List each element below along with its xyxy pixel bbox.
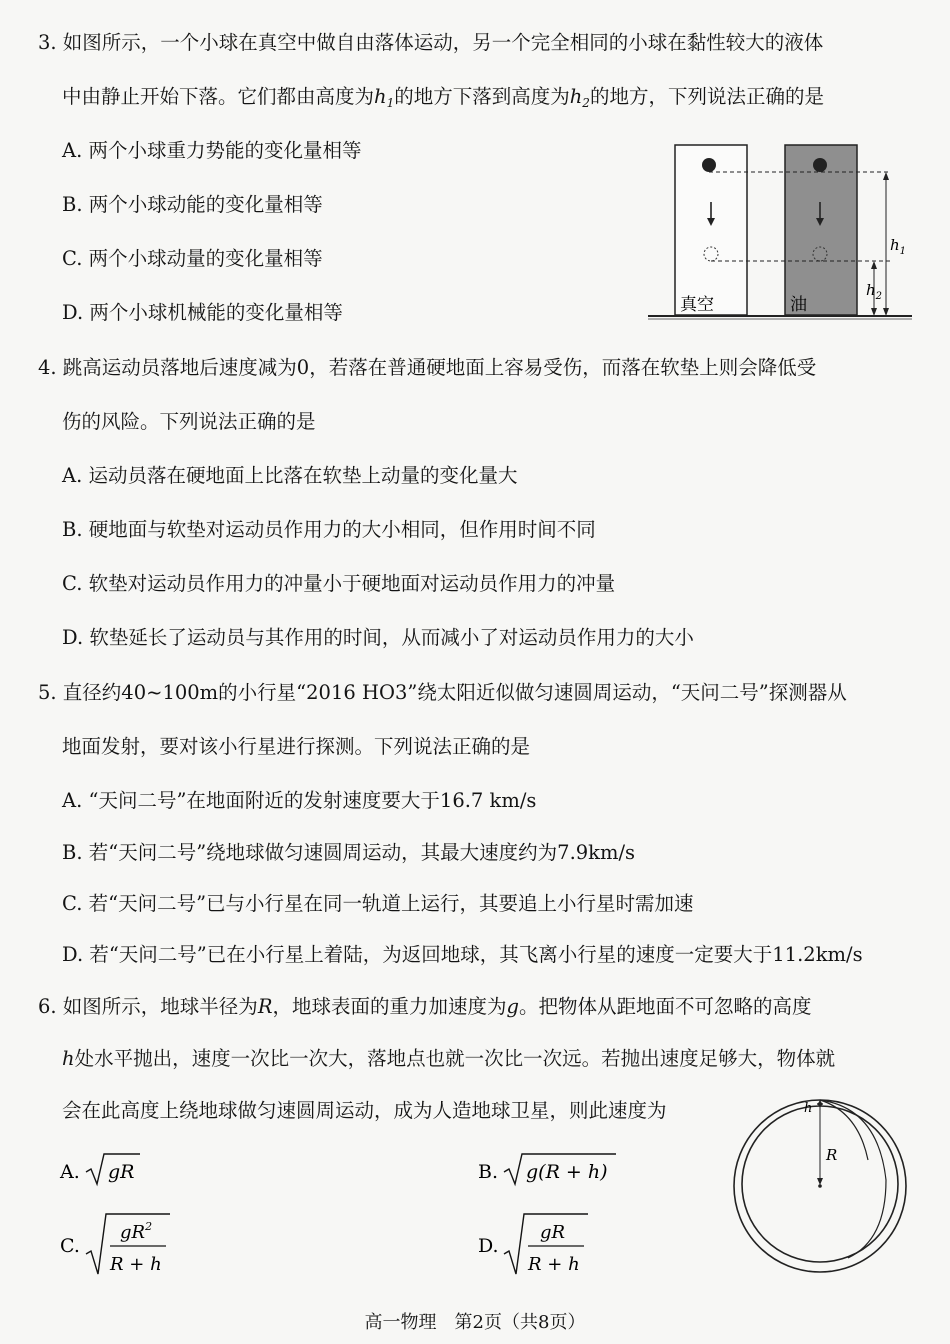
q4-stem-line2: 伤的风险。下列说法正确的是 [62,410,316,433]
q4-option-d: D. 软垫延长了运动员与其作用的时间，从而减小了对运动员作用力的大小 [62,626,694,649]
svg-text:D.: D. [478,1235,499,1257]
q6-stem-line3: 会在此高度上绕地球做匀速圆周运动，成为人造地球卫星，则此速度为 [62,1099,667,1122]
q4-stem-line1: 4. 跳高运动员落地后速度减为0，若落在普通硬地面上容易受伤，而落在软垫上则会降低受 [38,356,817,379]
q5-stem-line1: 5. 直径约40~100m的小行星“2016 HO3”绕太阳近似做匀速圆周运动，“天问二号”探测器从 [38,681,847,704]
svg-text:R + h: R + h [110,1254,162,1275]
vacuum-ball [702,158,716,172]
q6-option-a [58,1148,238,1192]
q6-stem-line2: h处水平抛出，速度一次比一次大，落地点也就一次比一次远。若抛出速度足够大，物体就 [62,1047,836,1070]
svg-text:A.: A. [60,1161,80,1183]
q6-option-c [58,1210,258,1278]
q4-option-a: A. 运动员落在硬地面上比落在软垫上动量的变化量大 [62,464,518,487]
q6-option-d [476,1210,676,1278]
svg-text:g(R + h): g(R + h) [526,1161,608,1183]
q3-stem-line2: 中由静止开始下落。它们都由高度为$h_1$的地方下落到高度为$h_2$的地方，下列说法正确的是 [62,85,824,110]
q5-option-d: D. 若“天问二号”已在小行星上着陆，为返回地球，其飞离小行星的速度一定要大于11.2km/s [62,943,863,966]
q3-option-c: C. 两个小球动量的变化量相等 [62,247,323,270]
q5-option-c: C. 若“天问二号”已与小行星在同一轨道上运行，其要追上小行星时需加速 [62,892,694,915]
q3-option-a: A. 两个小球重力势能的变化量相等 [62,139,362,162]
q3-figure-falling-balls [640,138,920,328]
q5-option-a: A. “天问二号”在地面附近的发射速度要大于16.7 km/s [62,789,537,812]
q6-stem-line1: 6. 如图所示，地球半径为R，地球表面的重力加速度为g。把物体从距地面不可忽略的高度 [38,995,812,1018]
q6-option-b [476,1148,676,1192]
fig-h2-label: $h_2$ [866,281,883,302]
q3-option-b: B. 两个小球动能的变化量相等 [62,193,323,216]
page-footer: 高一物理 第2页（共8页） [364,1312,586,1333]
q5-option-b: B. 若“天问二号”绕地球做匀速圆周运动，其最大速度约为7.9km/s [62,841,636,864]
fig-h-label: h [804,1101,813,1116]
oil-ball [813,158,827,172]
q4-option-c: C. 软垫对运动员作用力的冲量小于硬地面对运动员作用力的冲量 [62,572,616,595]
h2-symbol: h [569,85,583,108]
q4-option-b: B. 硬地面与软垫对运动员作用力的大小相同，但作用时间不同 [62,518,596,541]
q5-stem-line2: 地面发射，要对该小行星进行探测。下列说法正确的是 [62,735,531,758]
q3-stem-line1: 3. 如图所示，一个小球在真空中做自由落体运动，另一个完全相同的小球在黏性较大的液体 [38,31,824,54]
svg-text:B.: B. [478,1161,499,1183]
oil-label: 油 [790,295,807,315]
svg-text:gR: gR [540,1222,566,1243]
fig-h1-label: $h_1$ [890,236,907,257]
vacuum-label: 真空 [680,295,714,315]
svg-text:C.: C. [60,1235,80,1257]
q6-figure-earth-orbit [728,1090,918,1280]
svg-text:gR2: $gR^2$ [120,1220,153,1243]
fig-R-label: R [826,1146,838,1164]
svg-text:gR: gR [108,1161,135,1183]
svg-text:R + h: R + h [528,1254,580,1275]
q3-option-d: D. 两个小球机械能的变化量相等 [62,301,343,324]
h1-symbol: h [374,85,387,108]
